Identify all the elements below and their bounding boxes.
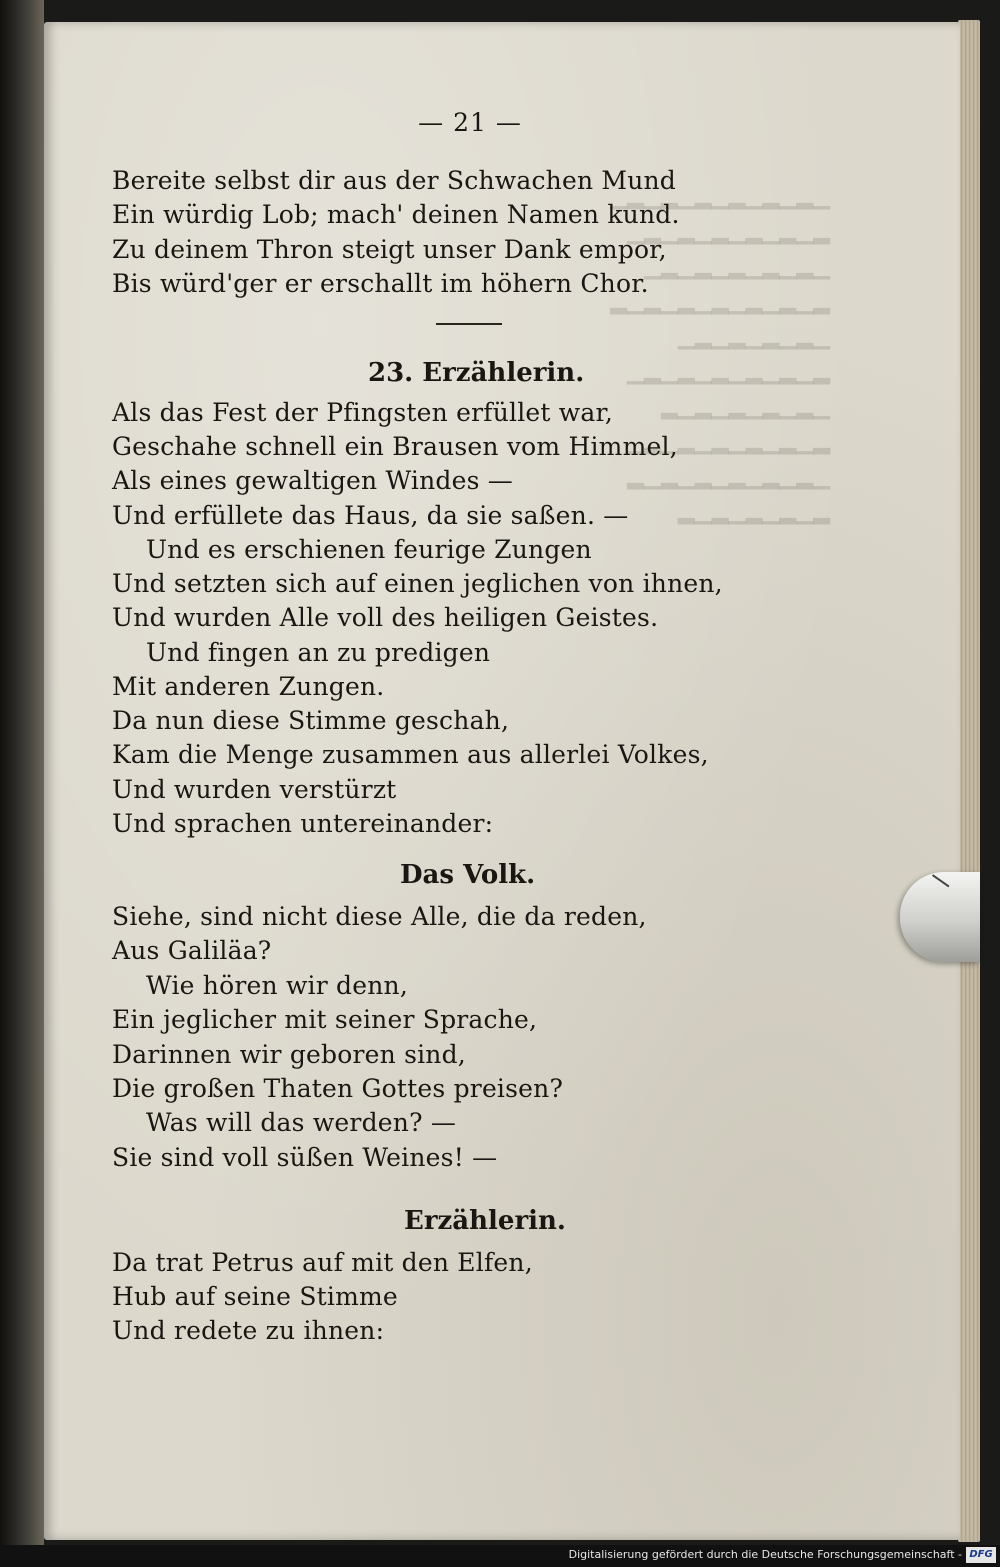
text-line: Und fingen an zu predigen bbox=[146, 638, 491, 667]
text-line: Darinnen wir geboren sind, bbox=[112, 1040, 466, 1069]
text-line: Als eines gewaltigen Windes — bbox=[112, 466, 514, 495]
text-line: Da trat Petrus auf mit den Elfen, bbox=[112, 1248, 533, 1277]
text-line: Als das Fest der Pfingsten erfüllet war, bbox=[112, 398, 614, 427]
text-line: Bereite selbst dir aus der Schwachen Mund bbox=[112, 166, 676, 195]
text-line: Siehe, sind nicht diese Alle, die da reden, bbox=[112, 902, 647, 931]
text-line: Hub auf seine Stimme bbox=[112, 1282, 398, 1311]
text-line: Ein würdig Lob; mach' deinen Namen kund. bbox=[112, 200, 680, 229]
text-line: Und redete zu ihnen: bbox=[112, 1316, 385, 1345]
text-line: Ein jeglicher mit seiner Sprache, bbox=[112, 1005, 538, 1034]
bleed-through-texture: ▁▂▁▂▁▂▁▂▁▂▁▂▁ ▂▁▂▁▂▁▂▁▂▁▂▁ ▁▂▁▂▁▂▁▂▁▂▁ ▂▁▂▁▂▁▂▁▂▁▂▁▂ ▁▂▁▂▁▂▁▂▁ ▂▁▂▁▂▁▂▁▂▁▂▁ ▁▂▁▂▁▂▁▂▁▂ ▂▁▂▁▂▁▂▁▂▁▂▁ ▁▂▁▂▁▂▁▂▁▂▁▂ ▂▁▂▁▂▁▂▁▂ bbox=[610, 185, 830, 525]
section-divider bbox=[436, 323, 502, 325]
text-line: Bis würd'ger er erschallt im höhern Chor. bbox=[112, 269, 649, 298]
text-line: Und es erschienen feurige Zungen bbox=[146, 535, 592, 564]
text-line: Und setzten sich auf einen jeglichen von ihnen, bbox=[112, 569, 723, 598]
text-line: Geschahe schnell ein Brausen vom Himmel, bbox=[112, 432, 678, 461]
text-line: Sie sind voll süßen Weines! — bbox=[112, 1143, 498, 1172]
text-line: Die großen Thaten Gottes preisen? bbox=[112, 1074, 564, 1103]
text-line: Kam die Menge zusammen aus allerlei Volkes, bbox=[112, 740, 709, 769]
text-line: Und wurden Alle voll des heiligen Geistes. bbox=[112, 603, 659, 632]
page-number: — 21 — bbox=[418, 108, 522, 137]
text-line: Da nun diese Stimme geschah, bbox=[112, 706, 510, 735]
text-line: Was will das werden? — bbox=[146, 1108, 457, 1137]
speaker-heading: Das Volk. bbox=[400, 860, 536, 890]
page-stack-edge bbox=[958, 20, 980, 1542]
text-line: Und wurden verstürzt bbox=[112, 775, 397, 804]
book-spine-edge bbox=[0, 0, 44, 1567]
text-line: Und sprachen untereinander: bbox=[112, 809, 494, 838]
text-line: Zu deinem Thron steigt unser Dank empor, bbox=[112, 235, 667, 264]
text-line: Wie hören wir denn, bbox=[146, 971, 408, 1000]
text-line: Aus Galiläa? bbox=[112, 936, 272, 965]
text-line: Und erfüllete das Haus, da sie saßen. — bbox=[112, 501, 629, 530]
dfg-logo: DFG bbox=[966, 1547, 996, 1563]
speaker-heading: Erzählerin. bbox=[404, 1206, 566, 1236]
section-heading: 23. Erzählerin. bbox=[368, 358, 585, 388]
text-line: Mit anderen Zungen. bbox=[112, 672, 385, 701]
funding-credit: Digitalisierung gefördert durch die Deutsche Forschungsgemeinschaft - bbox=[568, 1548, 962, 1561]
